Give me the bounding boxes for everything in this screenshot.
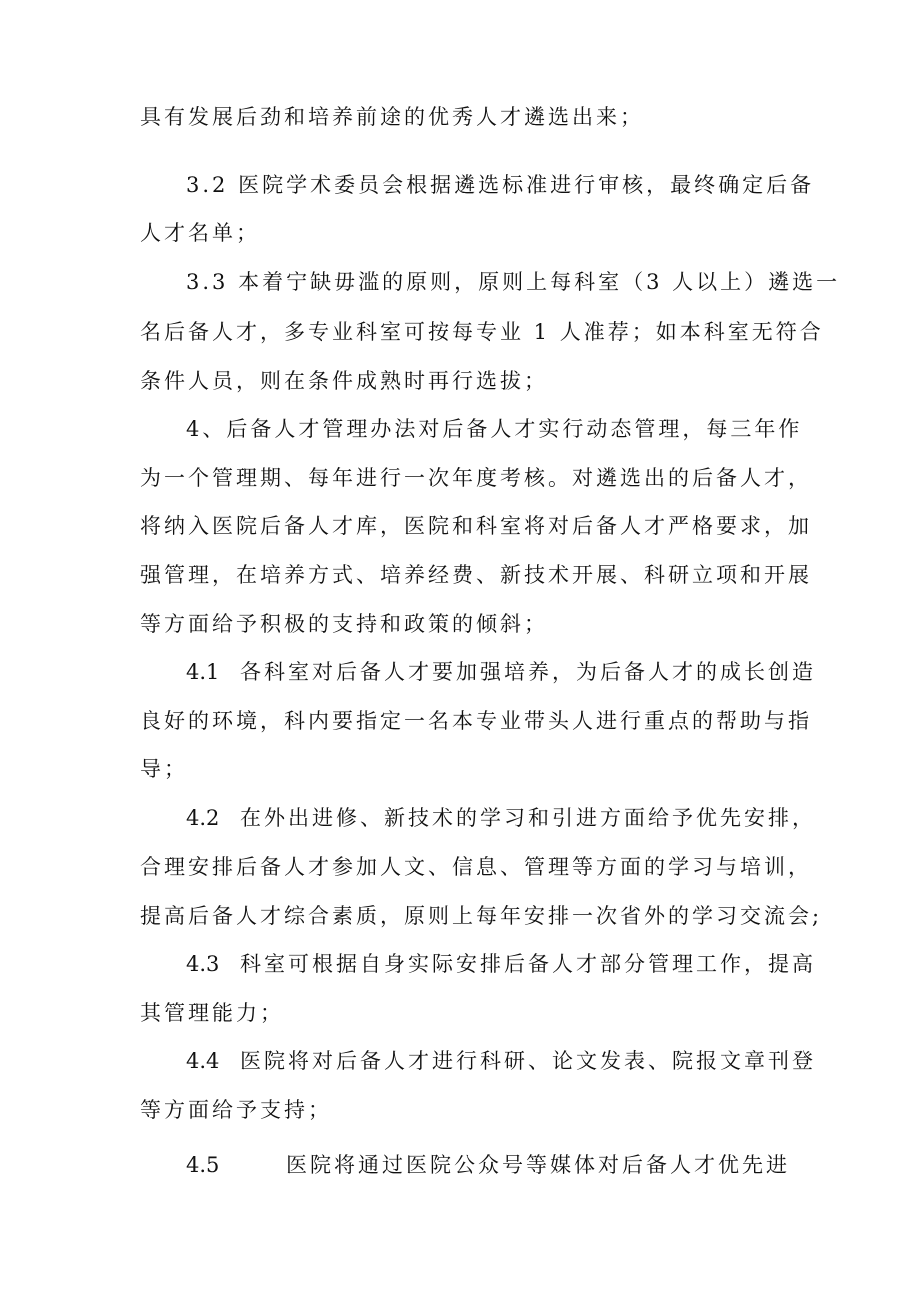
text-line-22 [186, 1151, 790, 1179]
section-number: 4.5 [186, 1153, 220, 1177]
section-number: 4.2 [186, 806, 220, 830]
text-line-6: 条件人员，则在条件成熟时再行选拔； [140, 369, 548, 393]
text-line-18 [186, 950, 816, 978]
section-text: 医院将对后备人才进行科研、论文发表、院报文章刊登 [240, 1049, 816, 1073]
section-number: 4.1 [186, 660, 220, 684]
text-line-7: 4、后备人才管理办法对后备人才实行动态管理，每三年作 [186, 417, 803, 441]
text-line-9: 将纳入医院后备人才库，医院和科室将对后备人才严格要求，加 [140, 514, 812, 538]
text-line-3: 人才名单； [140, 221, 260, 245]
section-text: 科室可根据自身实际安排后备人才部分管理工作，提高 [240, 952, 816, 976]
text-line-1: 具有发展后劲和培养前途的优秀人才遴选出来； [140, 105, 644, 129]
section-text: 医院将通过医院公众号等媒体对后备人才优先进 [286, 1153, 790, 1177]
text-line-21: 等方面给予支持； [140, 1098, 332, 1122]
text-line-11: 等方面给予积极的支持和政策的倾斜； [140, 612, 548, 636]
text-line-17: 提高后备人才综合素质，原则上每年安排一次省外的学习交流会; [140, 904, 823, 928]
text-line-5: 名后备人才，多专业科室可按每专业 1 人准荐；如本科室无符合 [140, 320, 824, 344]
section-number: 4.4 [186, 1049, 220, 1073]
text-line-19: 其管理能力； [140, 1001, 284, 1025]
text-line-20 [186, 1047, 816, 1075]
section-text: 在外出进修、新技术的学习和引进方面给予优先安排， [240, 806, 816, 830]
text-line-15 [186, 804, 816, 832]
text-line-13: 良好的环境，科内要指定一名本专业带头人进行重点的帮助与指 [140, 709, 812, 733]
text-line-16: 合理安排后备人才参加人文、信息、管理等方面的学习与培训， [140, 855, 812, 879]
text-line-12 [186, 658, 816, 686]
text-line-4: 3.3 本着宁缺毋滥的原则，原则上每科室（3 人以上）遴选一 [186, 270, 841, 294]
text-line-14: 导； [140, 757, 188, 781]
text-line-2: 3.2 医院学术委员会根据遴选标准进行审核，最终确定后备 [186, 173, 815, 197]
text-line-10: 强管理，在培养方式、培养经费、新技术开展、科研立项和开展 [140, 563, 812, 587]
section-text: 各科室对后备人才要加强培养，为后备人才的成长创造 [240, 660, 816, 684]
section-number: 4.3 [186, 952, 220, 976]
text-line-8: 为一个管理期、每年进行一次年度考核。对遴选出的后备人才， [140, 466, 812, 490]
